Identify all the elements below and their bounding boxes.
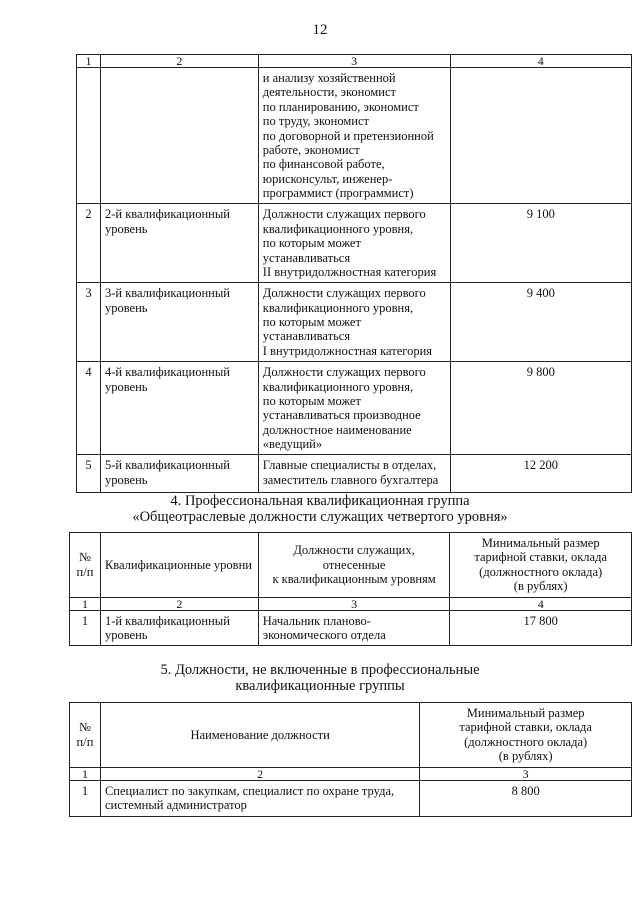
column-number-row	[70, 597, 632, 610]
section-5-heading: 5. Должности, не включенные в профессиональные квалификационные группы	[160, 662, 480, 694]
table-row	[70, 610, 632, 646]
salary-cell: 9 400	[450, 283, 631, 362]
positions-cell: Должности служащих первого квалификационного уровня, по которым может устанавливаться производное должностное наименование «ведущий»	[258, 362, 450, 455]
table-row	[77, 283, 632, 362]
section-4-table	[69, 532, 632, 646]
salary-cell: 9 800	[450, 362, 631, 455]
section-4-heading: 4. Профессиональная квалификационная группа «Общеотраслевые должности служащих четвертого уровня»	[132, 493, 508, 525]
position-name-cell: Специалист по закупкам, специалист по охране труда, системный администратор	[100, 780, 419, 816]
salary-cell: 17 800	[450, 610, 632, 646]
qualification-level: 5-й квалификационный уровень	[100, 455, 258, 493]
column-number: 2	[100, 767, 419, 780]
row-number: 1	[70, 780, 101, 816]
positions-cell: Начальник планово- экономического отдела	[258, 610, 450, 646]
table-header-row	[70, 703, 632, 768]
column-number-row	[70, 767, 632, 780]
qualification-level: 3-й квалификационный уровень	[100, 283, 258, 362]
table-row	[77, 455, 632, 493]
salary-cell	[450, 68, 631, 204]
column-header: Наименование должности	[100, 703, 419, 768]
row-number	[77, 68, 101, 204]
table-row	[77, 362, 632, 455]
column-number: 2	[100, 597, 258, 610]
positions-cell: Главные специалисты в отделах, заместитель главного бухгалтера	[258, 455, 450, 493]
column-number: 4	[450, 55, 631, 68]
salary-cell: 9 100	[450, 204, 631, 283]
column-number-row	[77, 55, 632, 68]
qualification-table-continued	[76, 54, 632, 493]
qualification-level: 4-й квалификационный уровень	[100, 362, 258, 455]
section-5-table	[69, 702, 632, 817]
column-number: 2	[100, 55, 258, 68]
row-number: 5	[77, 455, 101, 493]
row-number: 4	[77, 362, 101, 455]
column-header: № п/п	[70, 533, 101, 598]
salary-cell: 12 200	[450, 455, 631, 493]
positions-cell: Должности служащих первого квалификационного уровня, по которым может устанавливаться II внутридолжностная категория	[258, 204, 450, 283]
column-number: 4	[450, 597, 632, 610]
salary-cell: 8 800	[420, 780, 632, 816]
column-header: Квалификационные уровни	[100, 533, 258, 598]
column-header: Должности служащих, отнесенные к квалификационным уровням	[258, 533, 450, 598]
qualification-level	[100, 68, 258, 204]
column-number: 3	[258, 597, 450, 610]
table-header-row	[70, 533, 632, 598]
column-number: 1	[70, 767, 101, 780]
column-header: Минимальный размер тарифной ставки, оклада (должностного оклада) (в рублях)	[420, 703, 632, 768]
page-number: 12	[312, 22, 328, 38]
column-header: Минимальный размер тарифной ставки, оклада (должностного оклада) (в рублях)	[450, 533, 632, 598]
positions-cell: Должности служащих первого квалификационного уровня, по которым может устанавливаться I внутридолжностная категория	[258, 283, 450, 362]
table-row	[77, 68, 632, 204]
row-number: 2	[77, 204, 101, 283]
table-row	[77, 204, 632, 283]
row-number: 1	[70, 610, 101, 646]
positions-cell: и анализу хозяйственной деятельности, экономист по планированию, экономист по труду, экономист по договорной и претензионной работе, экономист по финансовой работе, юрисконсульт, инженер- программист (программист)	[258, 68, 450, 204]
table-row	[70, 780, 632, 816]
column-number: 1	[77, 55, 101, 68]
column-number: 3	[258, 55, 450, 68]
column-number: 3	[420, 767, 632, 780]
column-header: № п/п	[70, 703, 101, 768]
row-number: 3	[77, 283, 101, 362]
column-number: 1	[70, 597, 101, 610]
qualification-level: 2-й квалификационный уровень	[100, 204, 258, 283]
qualification-level: 1-й квалификационный уровень	[100, 610, 258, 646]
